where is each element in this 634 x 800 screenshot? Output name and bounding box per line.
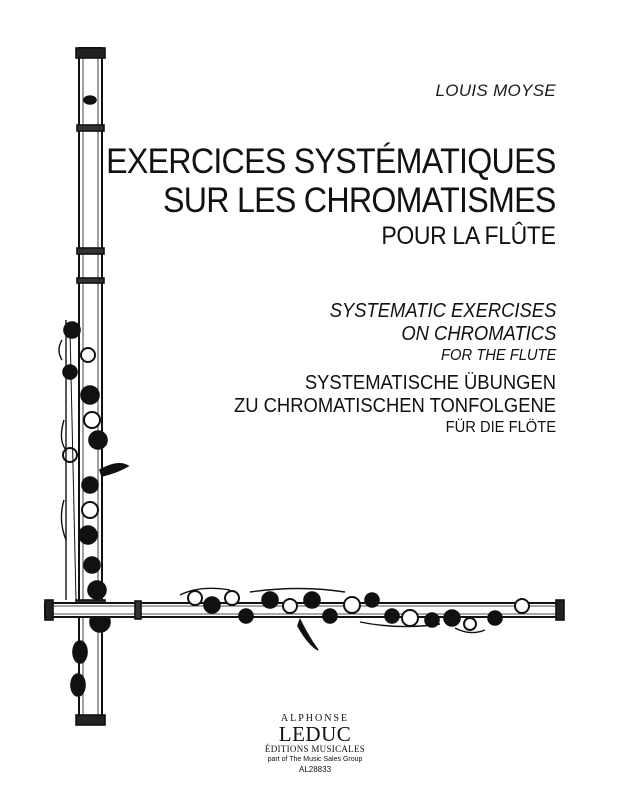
publisher-line-1: ALPHONSE xyxy=(280,713,350,724)
publisher-brand: LEDUC xyxy=(278,722,352,746)
publisher-line-4: part of The Music Sales Group xyxy=(267,756,363,763)
horizontal-flute xyxy=(45,588,564,650)
title-english-line-2: ON CHROMATICS xyxy=(400,323,556,345)
title-german-line-3: FÜR DIE FLÖTE xyxy=(445,419,556,436)
title-english-line-1: SYSTEMATIC EXERCISES xyxy=(329,300,556,322)
title-english-line-3: FOR THE FLUTE xyxy=(440,347,556,364)
author-name: LOUIS MOYSE xyxy=(435,81,556,100)
title-french-line-2: SUR LES CHROMATISMES xyxy=(163,181,556,220)
publisher-line-3: ÉDITIONS MUSICALES xyxy=(264,744,366,754)
publisher-logo xyxy=(255,713,375,775)
title-french xyxy=(67,142,556,252)
title-french-line-3: POUR LA FLÛTE xyxy=(381,222,556,250)
title-english xyxy=(310,300,556,366)
title-french-line-1: EXERCICES SYSTÉMATIQUES xyxy=(106,142,556,181)
title-german xyxy=(206,372,556,438)
title-german-line-1: SYSTEMATISCHE ÜBUNGEN xyxy=(304,372,556,394)
catalog-number: AL28833 xyxy=(298,765,332,774)
title-german-line-2: ZU CHROMATISCHEN TONFOLGENE xyxy=(233,395,556,417)
